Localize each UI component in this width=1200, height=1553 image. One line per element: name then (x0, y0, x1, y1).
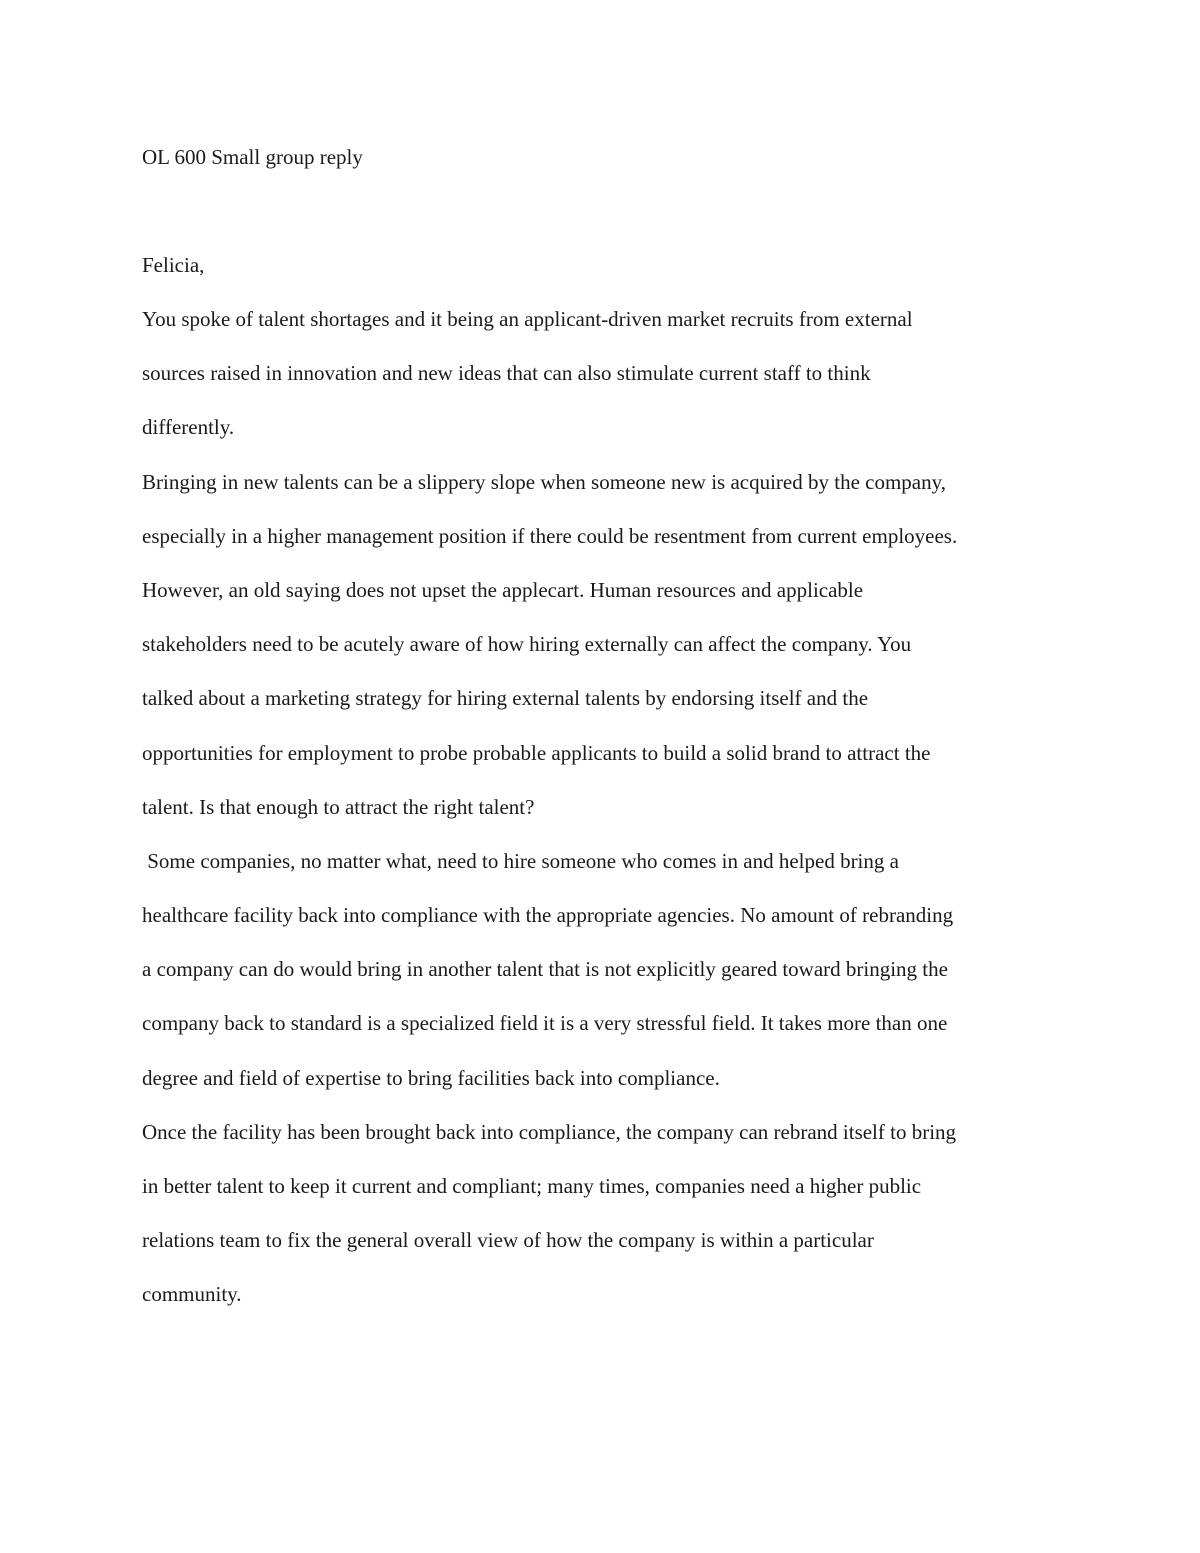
body-line: company back to standard is a specialized field it is a very stressful field. It takes more than one (142, 1011, 948, 1036)
body-line: talked about a marketing strategy for hiring external talents by endorsing itself and the (142, 686, 869, 711)
body-text (142, 304, 1062, 1334)
body-line: Once the facility has been brought back into compliance, the company can rebrand itself to bring (142, 1119, 957, 1144)
body-line: stakeholders need to be acutely aware of how hiring externally can affect the company. You (142, 632, 912, 657)
body-line: talent. Is that enough to attract the right talent? (142, 794, 535, 819)
body-line: community. (142, 1282, 242, 1307)
body-line: Bringing in new talents can be a slippery slope when someone new is acquired by the company, (142, 469, 947, 494)
body-line: You spoke of talent shortages and it being an applicant-driven market recruits from external (142, 307, 913, 331)
body-line: healthcare facility back into compliance with the appropriate agencies. No amount of rebranding (142, 903, 954, 928)
body-line: degree and field of expertise to bring facilities back into compliance. (142, 1065, 720, 1090)
body-line: Some companies, no matter what, need to hire someone who comes in and helped bring a (142, 848, 899, 873)
body-line: sources raised in innovation and new ideas that can also stimulate current staff to think (142, 361, 871, 386)
body-line: opportunities for employment to probe probable applicants to build a solid brand to attract the (142, 740, 931, 765)
salutation: Felicia, (142, 253, 205, 277)
body-line: relations team to fix the general overall view of how the company is within a particular (142, 1228, 874, 1253)
body-line: a company can do would bring in another talent that is not explicitly geared toward bringing the (142, 957, 948, 982)
body-line: differently. (142, 415, 235, 440)
body-line: However, an old saying does not upset the applecart. Human resources and applicable (142, 577, 864, 602)
body-line: especially in a higher management position if there could be resentment from current employees. (142, 523, 958, 548)
document-title: OL 600 Small group reply (142, 145, 363, 169)
body-line: in better talent to keep it current and compliant; many times, companies need a higher public (142, 1174, 922, 1198)
